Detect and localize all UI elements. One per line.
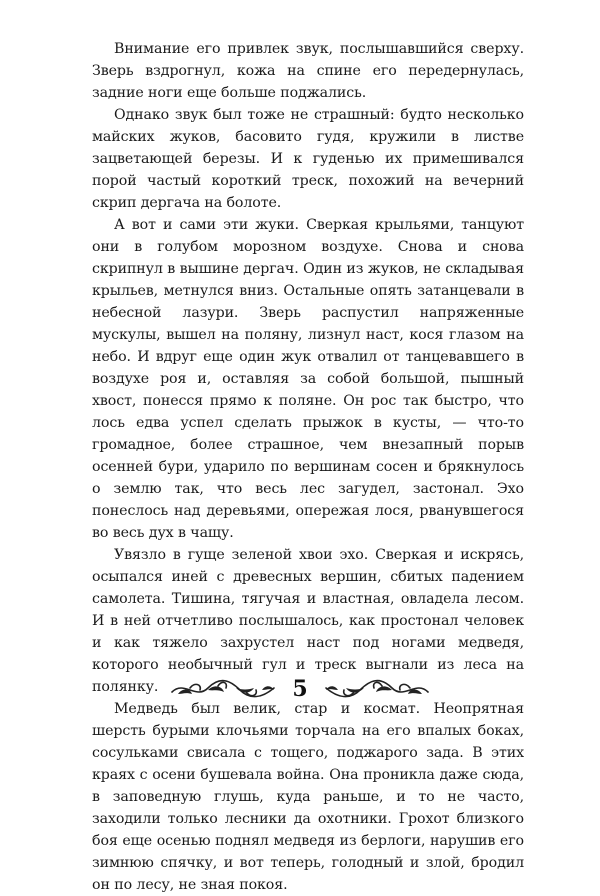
right-ornament-icon (322, 674, 432, 704)
paragraph-3: А вот и сами эти жуки. Сверкая крыльями, танцуют они в голубом морозном воздухе. Снова и снова скрипнул в вышине дергач. Один из жуков, не складывая крыльев, метнулся вниз. Остальные опять затанцевали в небесной лазури. Зверь распустил напряженные мускулы, вышел на поляну, лизнул наст, кося глазом на небо. И вдруг еще один жук отвалил от танцевавшего в воздухе роя и, оставляя за собой большой, пышный хвост, понесся прямо к поляне. Он рос так быстро, что лось едва успел сделать прыжок в кусты, — что-то громадное, более страшное, чем внезапный порыв осенней бури, ударило по вершинам сосен и брякнулось о землю так, что весь лес загудел, застонал. Эхо понеслось над деревьями, опережая лося, рванувшегося во весь дух в чащу. (92, 217, 524, 541)
page-number: 5 (292, 676, 308, 702)
paragraph-2: Однако звук был тоже не страшный: будто несколько майских жуков, басовито гудя, кружили в листве зацветающей березы. И к гуденью их примешивался порой частый короткий треск, похожий на вечерний скрип дергача на болоте. (92, 107, 524, 211)
page-text (92, 38, 524, 896)
page-footer (0, 672, 600, 706)
left-ornament-icon (168, 674, 278, 704)
paragraph-5: Медведь был велик, стар и космат. Неопрятная шерсть бурыми клочьями торчала на его впалых боках, сосульками свисала с тощего, поджарого зада. В этих краях с осени бушевала война. Она проникла даже сюда, в заповедную глушь, куда раньше, и то не часто, заходили только лесники да охотники. Грохот близкого боя еще осенью поднял медведя из берлоги, нарушив его зимнюю спячку, и вот теперь, голодный и злой, бродил он по лесу, не зная покоя. (92, 701, 524, 893)
paragraph-4: Увязло в гуще зеленой хвои эхо. Сверкая и искрясь, осыпался иней с древесных вершин, сбитых падением самолета. Тишина, тягучая и властная, овладела лесом. И в ней отчетливо послышалось, как простонал человек и как тяжело захрустел наст под ногами медведя, которого необычный гул и треск выгнали из леса на полянку. (92, 547, 524, 695)
paragraph-1: Внимание его привлек звук, послышавшийся сверху. Зверь вздрогнул, кожа на спине его передернулась, задние ноги еще больше поджались. (92, 41, 524, 101)
